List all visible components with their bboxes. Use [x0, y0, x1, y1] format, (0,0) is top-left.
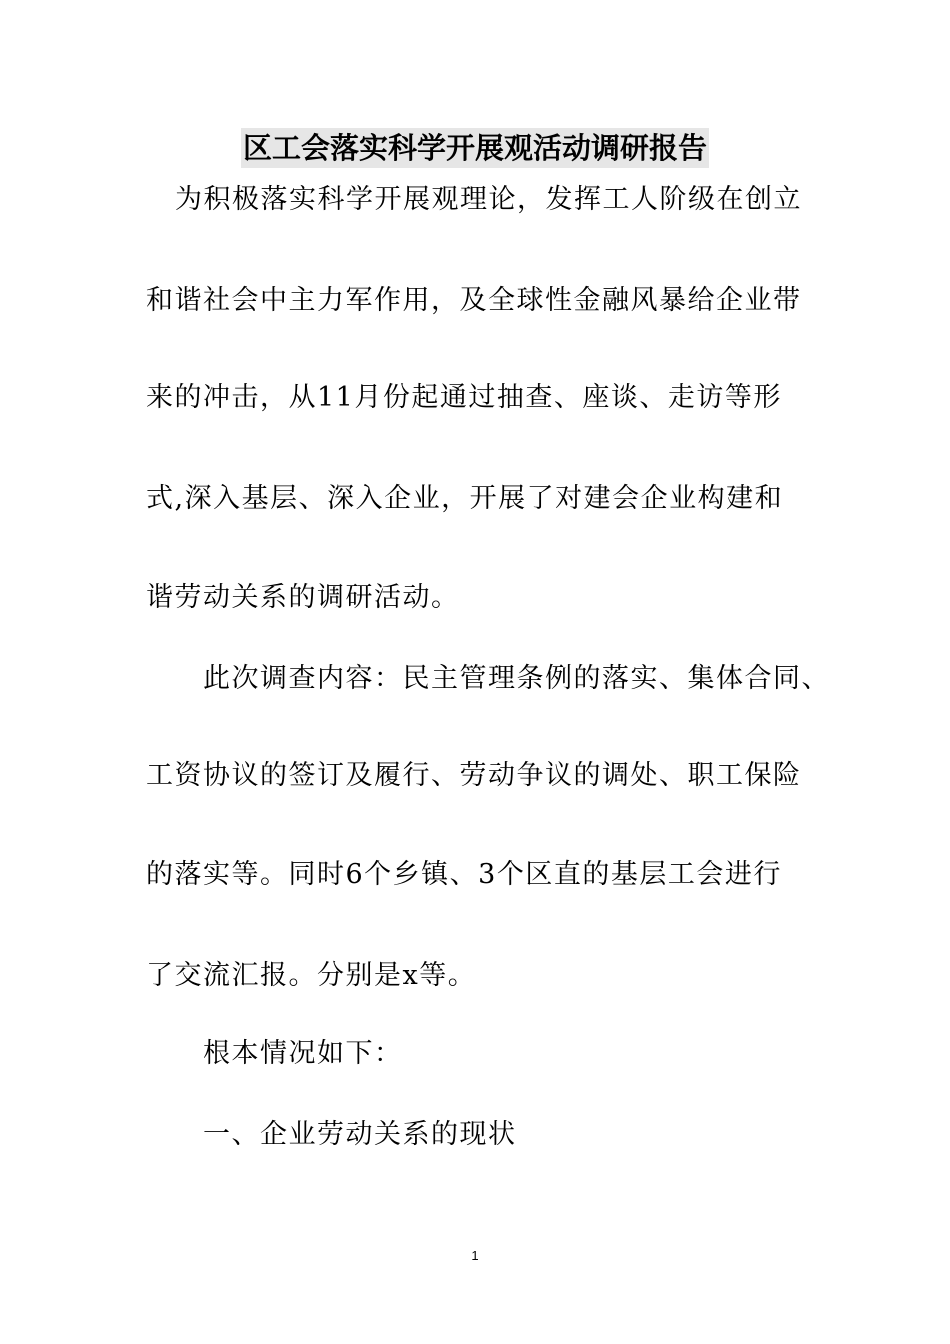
paragraph-line: 和谐社会中主力军作用，及全球性金融风暴给企业带: [146, 285, 802, 316]
page-number: 1: [471, 1248, 479, 1263]
paragraph-line: 的落实等。同时6个乡镇、3个区直的基层工会进行: [146, 859, 782, 890]
paragraph-line: 来的冲击，从11月份起通过抽查、座谈、走访等形: [146, 382, 782, 413]
paragraph-line: 谐劳动关系的调研活动。: [146, 582, 460, 613]
paragraph-line: 为积极落实科学开展观理论，发挥工人阶级在创立: [175, 184, 802, 215]
paragraph-line: 式,深入基层、深入企业，开展了对建会企业构建和: [146, 483, 784, 514]
paragraph-line: 了交流汇报。分别是x等。: [146, 960, 477, 991]
paragraph-line: 工资协议的签订及履行、劳动争议的调处、职工保险: [146, 760, 802, 791]
title-container: [0, 128, 950, 168]
paragraph-line: 根本情况如下：: [203, 1038, 403, 1069]
document-title: 区工会落实科学开展观活动调研报告: [241, 128, 709, 168]
section-heading: 一、企业劳动关系的现状: [203, 1119, 517, 1150]
paragraph-line: 此次调查内容：民主管理条例的落实、集体合同、: [203, 663, 830, 694]
